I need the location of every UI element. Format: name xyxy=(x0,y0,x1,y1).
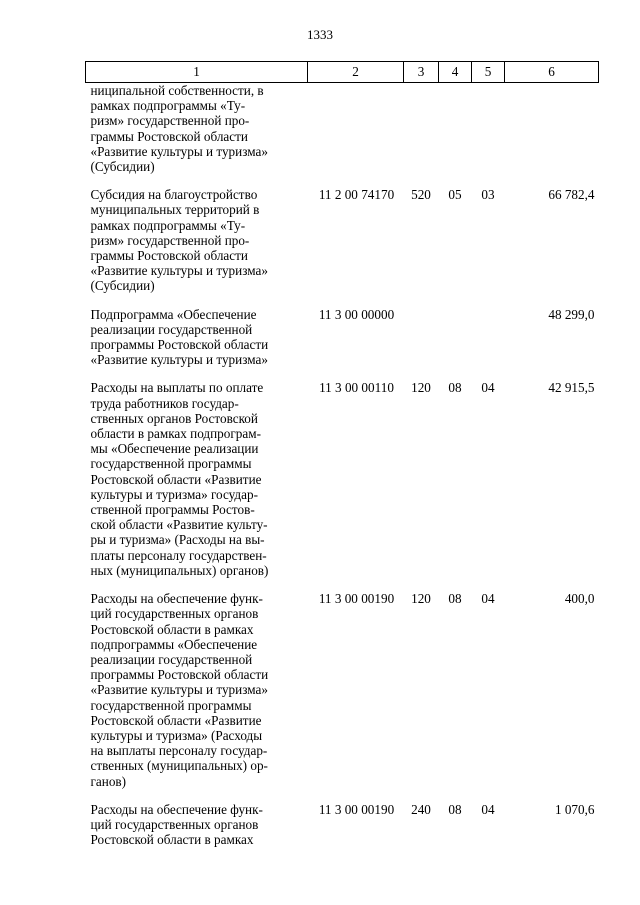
row-col-4 xyxy=(439,83,472,175)
row-col-3: 520 xyxy=(411,187,431,203)
table-header xyxy=(86,62,599,83)
row-code: 11 3 00 00000 xyxy=(318,306,395,322)
table-row xyxy=(86,802,599,848)
row-col-3 xyxy=(404,83,439,175)
row-code: 11 3 00 00190 xyxy=(318,801,395,817)
row-description: Расходы на обеспечение функ- ций государственных органов Ростовской области в рамках подпрограммы «Обеспечение реализации государственной программы Ростовской области «Развитие культуры и туризма» государственной программы Ростовской области «Развитие культуры и туризма» (Расходы на выплаты персоналу государ- ственных (муниципальных) ор- ганов) xyxy=(90,591,269,789)
row-spacer xyxy=(86,294,599,307)
row-col-5: 03 xyxy=(481,187,495,203)
header-col-1: 1 xyxy=(86,62,308,83)
row-spacer xyxy=(86,578,599,591)
row-code: 11 3 00 00190 xyxy=(318,591,395,607)
row-col-5 xyxy=(472,307,505,368)
row-description: Расходы на выплаты по оплате труда работников государ- ственных органов Ростовской области в рамках подпрограм- мы «Обеспечение реализации государственной программы Ростовской области «Развитие культуры и туризма» государ- ственной программы Ростов- ской области «Развитие культу- ры и туризма» (Расходы на вы- платы персоналу государствен- ных (муниципальных) органов) xyxy=(90,380,269,578)
row-col-5: 04 xyxy=(481,801,495,817)
header-col-3: 3 xyxy=(404,62,439,83)
budget-table-container xyxy=(85,61,598,847)
row-col-3 xyxy=(404,307,439,368)
header-col-5: 5 xyxy=(472,62,505,83)
row-col-5: 04 xyxy=(481,591,495,607)
row-amount: 48 299,0 xyxy=(548,306,595,322)
row-description: Расходы на обеспечение функ- ций государственных органов Ростовской области в рамках xyxy=(90,801,263,848)
row-col-4: 08 xyxy=(448,380,462,396)
header-col-6: 6 xyxy=(505,62,599,83)
row-code: 11 3 00 00110 xyxy=(319,380,394,396)
header-col-2: 2 xyxy=(308,62,404,83)
row-col-5 xyxy=(472,83,505,175)
row-col-3: 240 xyxy=(411,801,431,817)
row-col-4 xyxy=(439,307,472,368)
row-code xyxy=(308,83,404,175)
table-row xyxy=(86,591,599,789)
row-code: 11 2 00 74170 xyxy=(318,187,395,203)
row-spacer xyxy=(86,174,599,187)
table-row xyxy=(86,380,599,578)
table-row xyxy=(86,307,599,368)
table-row xyxy=(86,83,599,175)
row-description: ниципальной собственности, в рамках подпрограммы «Ту- ризм» государственной про- граммы Ростовской области «Развитие культуры и туризма» (Субсидии) xyxy=(90,83,268,175)
row-col-4: 08 xyxy=(448,591,462,607)
table-row xyxy=(86,187,599,293)
row-amount: 42 915,5 xyxy=(548,380,595,396)
row-col-3: 120 xyxy=(411,380,431,396)
table-header-row xyxy=(86,62,599,83)
row-spacer xyxy=(86,367,599,380)
row-description: Субсидия на благоустройство муниципальных территорий в рамках подпрограммы «Ту- ризм» государственной про- граммы Ростовской области «Развитие культуры и туризма» (Субсидии) xyxy=(90,187,268,294)
budget-table xyxy=(85,61,599,847)
row-amount: 1 070,6 xyxy=(554,801,595,817)
table-body xyxy=(86,83,599,848)
row-amount: 66 782,4 xyxy=(548,187,595,203)
header-col-4: 4 xyxy=(439,62,472,83)
page-number: 1333 xyxy=(307,27,333,42)
row-col-4: 05 xyxy=(448,187,462,203)
row-amount: 400,0 xyxy=(564,591,595,607)
row-col-3: 120 xyxy=(411,591,431,607)
row-spacer xyxy=(86,789,599,802)
row-description: Подпрограмма «Обеспечение реализации государственной программы Ростовской области «Развитие культуры и туризма» xyxy=(90,306,269,368)
row-col-5: 04 xyxy=(481,380,495,396)
row-amount xyxy=(505,83,599,175)
row-col-4: 08 xyxy=(448,801,462,817)
